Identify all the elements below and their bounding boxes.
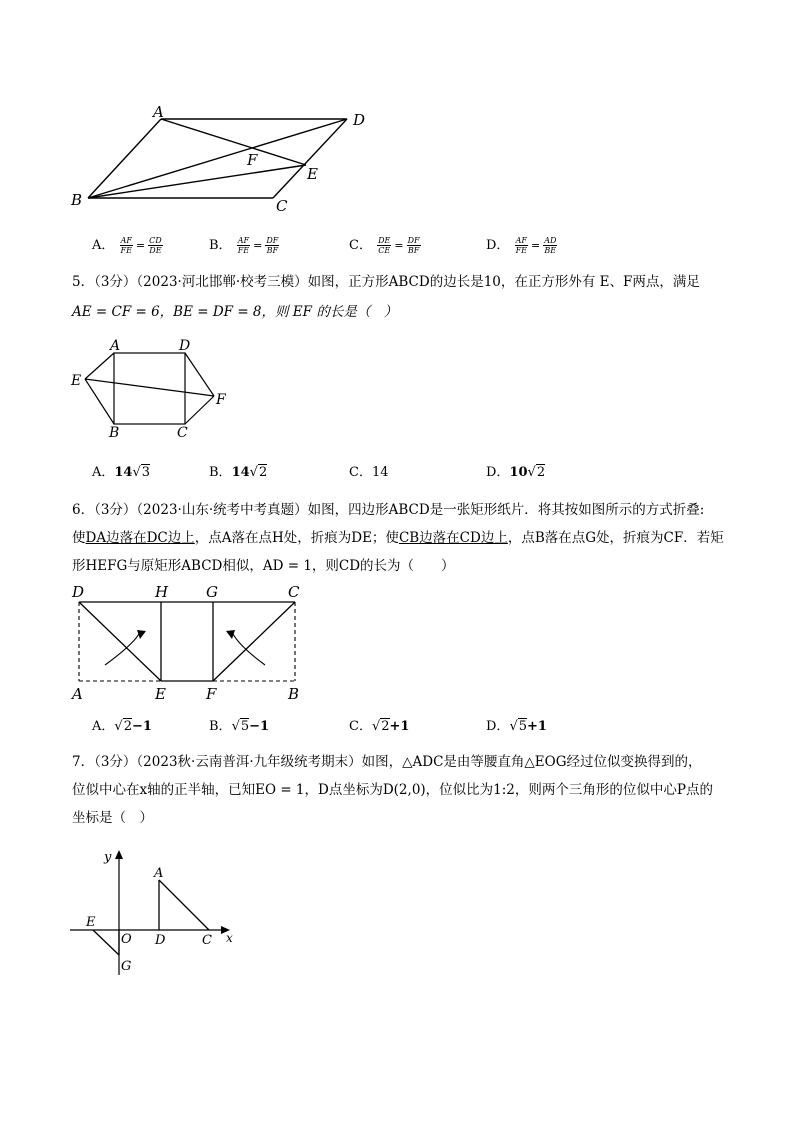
q6-stem-line1: 6．（3分）（2023·山东·统考中考真题）如图，四边形ABCD是一张矩形纸片．将其按如图所示的方式折叠: [72,502,705,518]
q5-stem-line1: 5．（3分）（2023·河北邯郸·校考三模）如图，正方形ABCD的边长是10，在正方形外有 E、F两点，满足 [72,274,700,290]
q5-stem-line2: AE = CF = 6，BE = DF = 8，则 EF 的长是（ ） [72,304,398,320]
q7-label-A: A [154,866,164,881]
q5-label-D: D [179,338,191,354]
q6-stem-line2: 使DA边落在DC边上，点A落在点H处，折痕为DE；使CB边落在CD边上，点B落在点G处，折痕为CF．若矩 [72,530,724,546]
q7-stem-line3: 坐标是（ ） [72,810,153,826]
q4-option-a[interactable]: A． $\frac{AF}{FE}$ = $\frac{CD}{DE}$ [92,236,162,255]
q5-option-a[interactable]: A．14√3 [92,465,151,480]
fraction: $\frac{DF}{BF}$ [407,236,420,255]
fraction: $\frac{CD}{DE}$ [149,236,162,255]
q6-label-H: H [155,583,169,601]
q6-label-E: E [155,685,166,703]
q5-option-d[interactable]: D．10√2 [486,465,546,480]
q7-label-O: O [121,932,132,947]
q5-option-b[interactable]: B．14√2 [209,465,268,480]
q7-label-E: E [86,915,96,930]
q7-stem-line1: 7．（3分）（2023秋·云南普洱·九年级统考期末）如图，△ADC是由等腰直角△EOG经过位似变换得到的， [72,754,702,770]
q4-label-A: A [153,103,164,121]
q7-stem-line2: 位似中心在x轴的正半轴，已知EO = 1，D点坐标为D(2,0)，位似比为1:2，则两个三角形的位似中心P点的 [72,782,713,798]
q4-label-F: F [247,151,258,169]
fraction: $\frac{AF}{FE}$ [237,236,250,255]
q5-label-E: E [71,373,82,389]
q4-option-c[interactable]: C． $\frac{DE}{CE}$ = $\frac{DF}{BF}$ [349,236,420,255]
q6-option-c[interactable]: C．√2+1 [349,719,410,734]
q4-option-d[interactable]: D． $\frac{AF}{FE}$ = $\frac{AD}{BE}$ [486,236,557,255]
q6-label-F: F [206,685,217,703]
q7-label-x: x [226,931,233,945]
q7-label-y: y [104,850,112,865]
fraction: $\frac{AF}{FE}$ [515,236,527,255]
q4-label-B: B [71,191,83,209]
fraction: $\frac{DE}{CE}$ [378,236,391,255]
fraction: $\frac{DF}{BF}$ [266,236,279,255]
q6-option-a[interactable]: A．√2−1 [92,719,152,734]
q7-label-G: G [121,959,132,974]
q5-label-B: B [109,425,120,441]
q6-label-G: G [206,583,218,601]
q6-label-D: D [72,583,85,601]
q6-label-B: B [288,685,300,703]
y-axis-arrow-icon [115,850,123,859]
fraction: $\frac{AF}{FE}$ [120,236,132,255]
q4-label-D: D [353,111,366,129]
q7-triangles [93,880,209,955]
q4-option-b[interactable]: B． $\frac{AF}{FE}$ = $\frac{DF}{BF}$ [209,236,279,255]
q6-option-d[interactable]: D．√5+1 [486,719,547,734]
q7-label-D: D [155,933,166,948]
fraction: $\frac{AD}{BE}$ [544,236,557,255]
q6-label-C: C [288,583,300,601]
q5-option-c[interactable]: C．14 [349,465,389,480]
q5-label-F: F [216,392,226,408]
q7-label-C: C [202,933,212,948]
q4-label-C: C [276,197,288,215]
q6-option-b[interactable]: B．√5−1 [209,719,270,734]
q5-label-C: C [177,425,188,441]
q5-label-A: A [110,338,121,354]
q6-stem-line3: 形HEFG与原矩形ABCD相似，AD = 1，则CD的长为（ ） [72,558,455,574]
q6-label-A: A [72,685,83,703]
q4-label-E: E [307,165,318,183]
